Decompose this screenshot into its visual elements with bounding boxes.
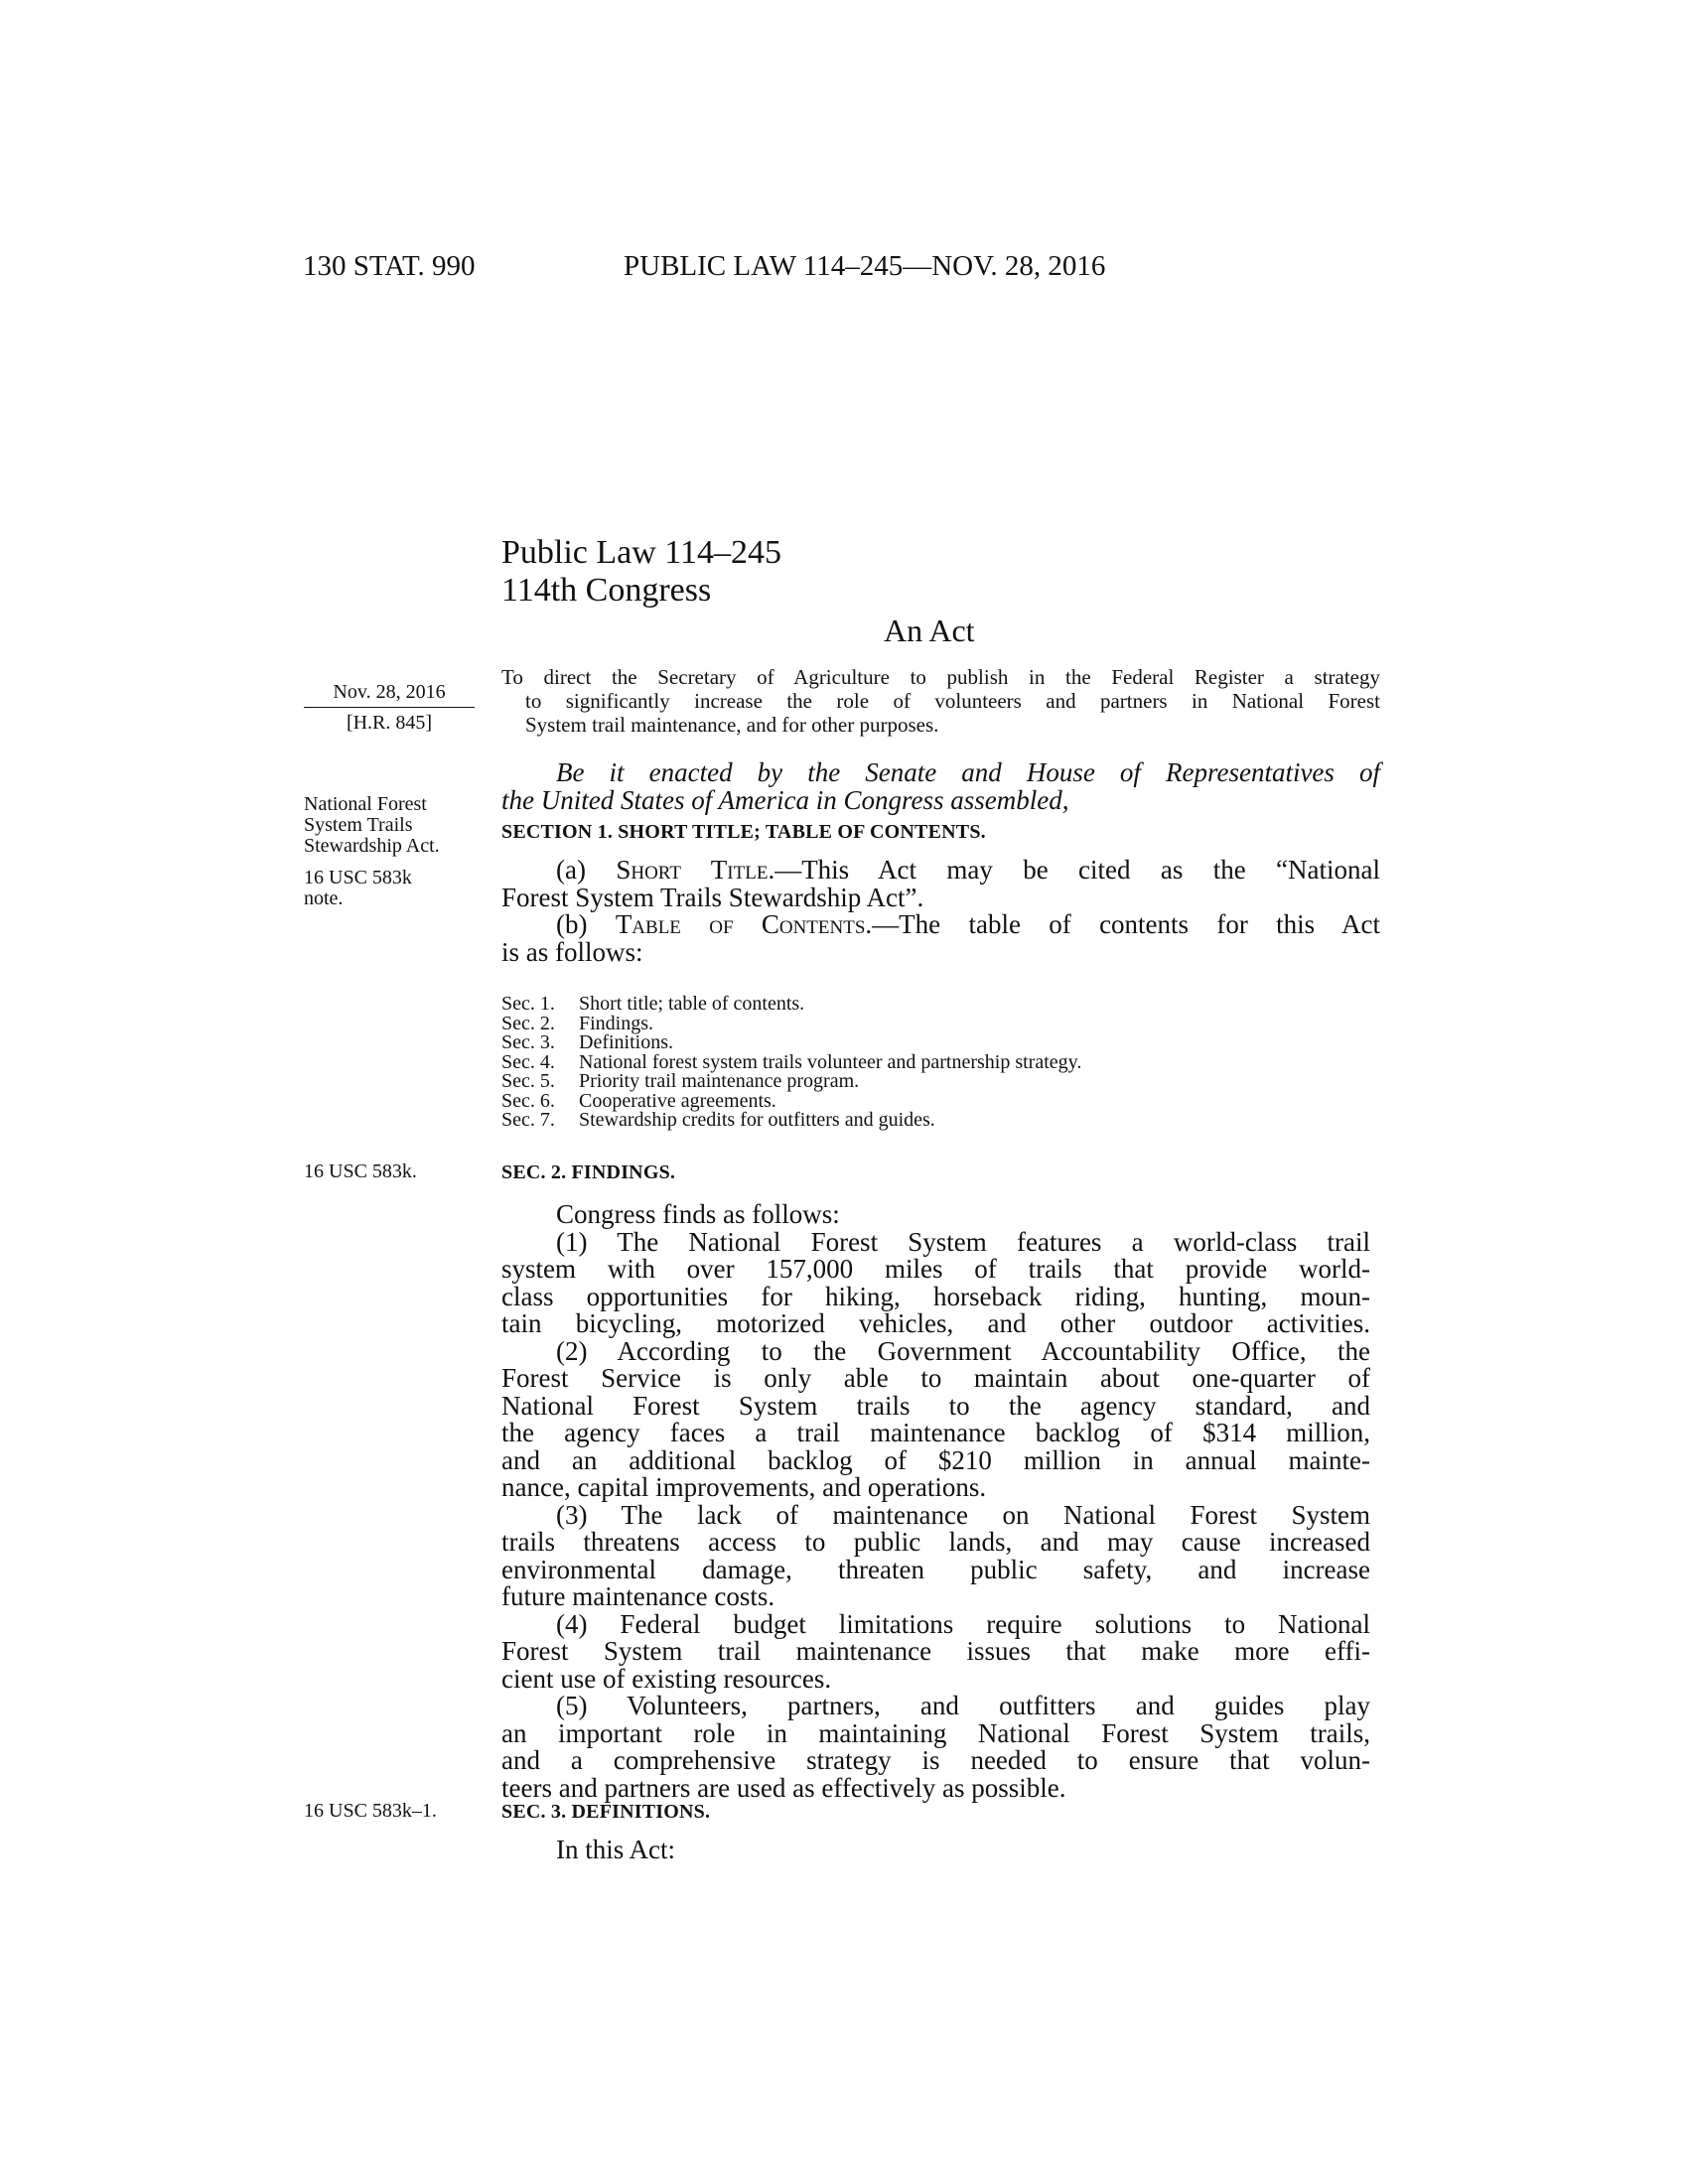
section-1-subsection-b xyxy=(501,911,1380,966)
toc-title: Cooperative agreements. xyxy=(579,1089,776,1112)
findings-line: cient use of existing resources. xyxy=(501,1663,832,1694)
findings-line: and a comprehensive strategy is needed to ensure that volun- xyxy=(501,1745,1370,1775)
enacting-line: the United States of America in Congress assembled, xyxy=(501,785,1069,815)
toc-number: Sec. 6. xyxy=(501,1089,555,1112)
toc-title: Short title; table of contents. xyxy=(579,993,805,1015)
law-title-block xyxy=(501,534,781,610)
purpose-line: to significantly increase the role of volunteers and partners in National Forest xyxy=(525,689,1380,713)
findings-line: (5) Volunteers, partners, and outfitters and guides play xyxy=(556,1691,1370,1720)
margin-usc-sec2: 16 USC 583k. xyxy=(304,1160,417,1182)
toc-title: Definitions. xyxy=(579,1031,673,1053)
findings-line: (4) Federal budget limitations require solutions to National xyxy=(556,1608,1370,1639)
stat-page-number: 130 STAT. 990 xyxy=(303,250,476,282)
findings-line: and an additional backlog of $210 million in annual mainte- xyxy=(501,1444,1370,1475)
findings-line: tain bicycling, motorized vehicles, and other outdoor activities. xyxy=(501,1308,1370,1338)
section-1-subsection-a xyxy=(501,857,1380,911)
findings-line: (1) The National Forest System features a world-class trail xyxy=(556,1226,1370,1257)
toc-number: Sec. 3. xyxy=(501,1031,555,1053)
enacting-line: Be it enacted by the Senate and House of Representatives of xyxy=(556,757,1380,787)
findings-line: an important role in maintaining National Forest System trails, xyxy=(501,1717,1370,1748)
margin-short-title-note xyxy=(304,794,440,857)
congress-number: 114th Congress xyxy=(501,572,712,609)
act-purpose xyxy=(501,665,1380,737)
law-number: Public Law 114–245 xyxy=(501,534,782,571)
findings-line: system with over 157,000 miles of trails that provide world- xyxy=(501,1254,1370,1284)
margin-line: 16 USC 583k xyxy=(304,867,412,888)
toc-number: Sec. 5. xyxy=(501,1070,555,1092)
section-2-heading: SEC. 2. FINDINGS. xyxy=(501,1161,676,1183)
margin-line: National Forest xyxy=(304,793,427,815)
toc-title: National forest system trails volunteer and partnership strategy. xyxy=(579,1050,1082,1073)
findings-line: class opportunities for hiking, horseback riding, hunting, moun- xyxy=(501,1281,1370,1311)
enacting-clause xyxy=(501,758,1380,814)
toc-number: Sec. 2. xyxy=(501,1012,555,1034)
findings-line: (3) The lack of maintenance on National Forest System xyxy=(556,1499,1370,1530)
findings-line: nance, capital improvements, and operations. xyxy=(501,1472,987,1502)
findings-body xyxy=(501,1201,1380,1802)
findings-intro: Congress finds as follows: xyxy=(556,1199,840,1229)
findings-line: (2) According to the Government Accountability Office, the xyxy=(556,1335,1370,1366)
toc-item xyxy=(501,1111,1081,1131)
section-1-heading: SECTION 1. SHORT TITLE; TABLE OF CONTENTS. xyxy=(501,821,986,843)
findings-line: Forest Service is only able to maintain about one-quarter of xyxy=(501,1363,1370,1393)
enactment-date-box xyxy=(304,677,475,738)
table-of-contents xyxy=(501,995,1081,1131)
definitions-intro: In this Act: xyxy=(556,1835,675,1864)
toc-number: Sec. 1. xyxy=(501,993,555,1015)
findings-line: environmental damage, threaten public safety, and increase xyxy=(501,1554,1370,1584)
margin-line: Stewardship Act. xyxy=(304,835,440,857)
toc-title: Findings. xyxy=(579,1012,654,1034)
section-3-heading: SEC. 3. DEFINITIONS. xyxy=(501,1801,711,1823)
enactment-date: Nov. 28, 2016 xyxy=(333,681,446,703)
subsection-line: Forest System Trails Stewardship Act”. xyxy=(501,882,924,912)
toc-number: Sec. 7. xyxy=(501,1109,555,1131)
findings-line: National Forest System trails to the agency standard, and xyxy=(501,1390,1370,1421)
purpose-line: To direct the Secretary of Agriculture to publish in the Federal Register a strategy xyxy=(501,665,1380,689)
margin-line: System Trails xyxy=(304,814,413,836)
margin-usc-note xyxy=(304,868,412,909)
findings-line: teers and partners are used as effectively as possible. xyxy=(501,1772,1066,1803)
findings-line: Forest System trail maintenance issues that make more effi- xyxy=(501,1636,1370,1666)
bill-number: [H.R. 845] xyxy=(346,712,433,734)
purpose-line: System trail maintenance, and for other purposes. xyxy=(525,713,939,737)
findings-line: future maintenance costs. xyxy=(501,1581,775,1611)
running-title: PUBLIC LAW 114–245—NOV. 28, 2016 xyxy=(624,250,1106,282)
an-act-heading: An Act xyxy=(884,613,975,648)
toc-title: Stewardship credits for outfitters and guides. xyxy=(579,1109,935,1131)
findings-line: trails threatens access to public lands, and may cause increased xyxy=(501,1527,1370,1557)
margin-usc-sec3: 16 USC 583k–1. xyxy=(304,1800,437,1822)
subsection-line: is as follows: xyxy=(501,936,643,967)
toc-number: Sec. 4. xyxy=(501,1050,555,1073)
subsection-line: (a) Short Title.—This Act may be cited as the “National xyxy=(556,855,1381,885)
subsection-line: (b) Table of Contents.—The table of contents for this Act xyxy=(556,909,1380,939)
margin-line: note. xyxy=(304,887,344,909)
toc-title: Priority trail maintenance program. xyxy=(579,1070,860,1092)
findings-line: the agency faces a trail maintenance backlog of $314 million, xyxy=(501,1418,1370,1447)
